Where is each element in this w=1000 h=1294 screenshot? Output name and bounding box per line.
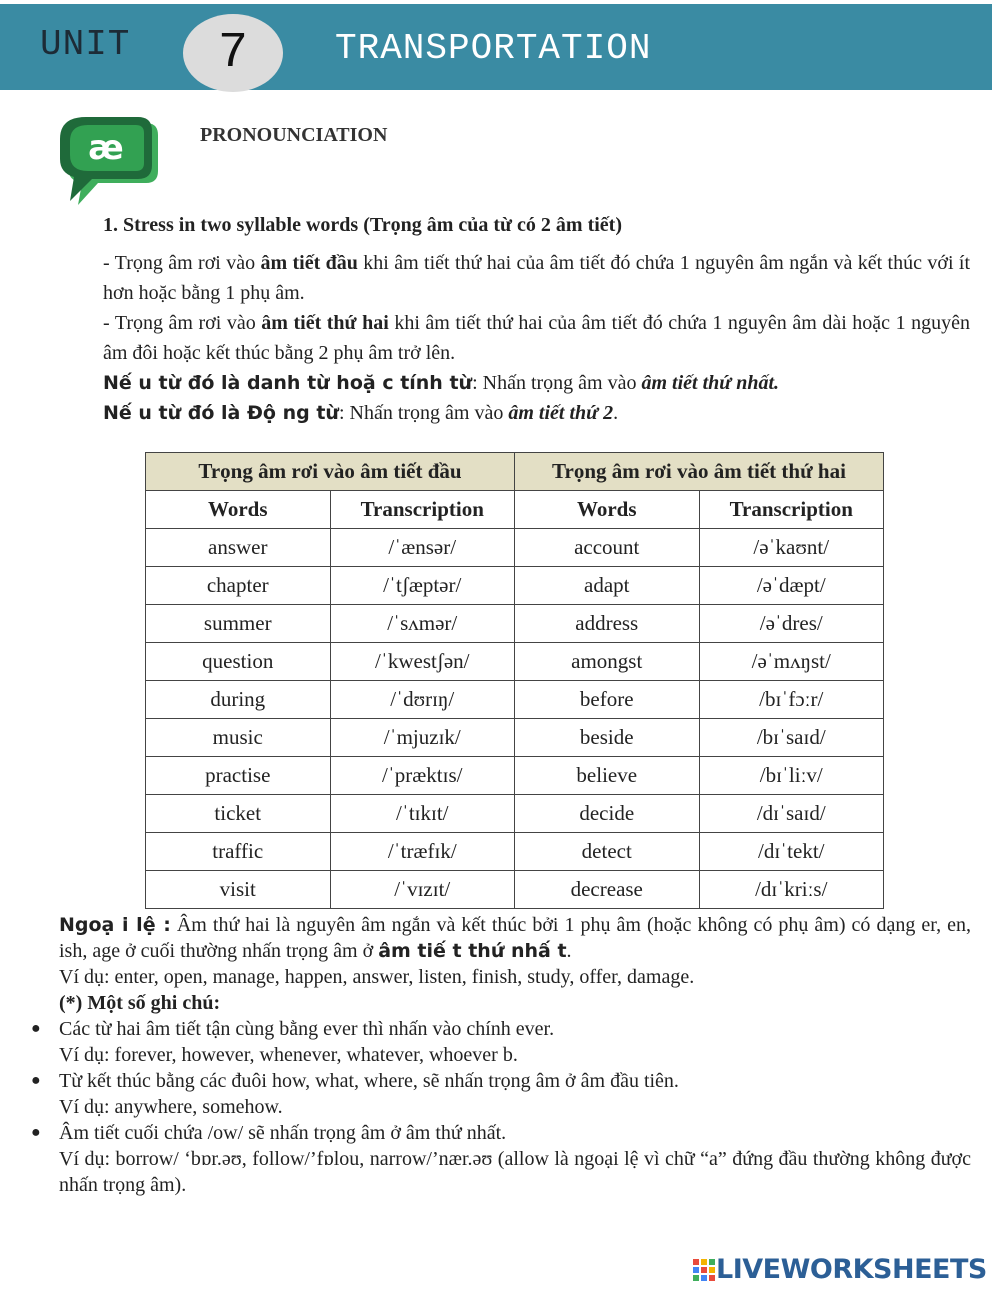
notes-subheading	[59, 990, 971, 1016]
noun-adjective-rule	[103, 368, 970, 398]
list-item	[31, 1068, 971, 1120]
rule-text: - Trọng âm rơi vào	[103, 252, 261, 274]
table-cell: beside	[515, 719, 700, 757]
table-cell: /bɪˈsaɪd/	[699, 719, 884, 757]
table-row	[146, 643, 884, 681]
exception-paragraph	[59, 912, 971, 964]
table-cell: before	[515, 681, 700, 719]
table-cell: practise	[146, 757, 331, 795]
rule-emphasis: âm tiết thứ hai	[261, 312, 389, 334]
unit-number: 7	[217, 24, 248, 82]
notes-subheading-text: (*) Một số ghi chú:	[59, 992, 221, 1014]
exception-example: Ví dụ: enter, open, manage, happen, answer, listen, finish, study, offer, damage.	[59, 966, 695, 988]
rule-label: Nế u từ đó là Độ ng từ	[103, 402, 339, 424]
exception-text: Âm thứ hai là nguyên âm ngắn và kết thúc bởi 1 phụ âm (hoặc không có phụ âm) có dạng er, en, ish, age ở cuối thường nhấn trọng âm ở	[59, 914, 972, 962]
rules-block	[103, 210, 970, 428]
rule-emphasis: âm tiết thứ 2	[508, 402, 614, 424]
rule-text: : Nhấn trọng âm vào	[472, 372, 642, 394]
table-cell: /ˈtræfɪk/	[330, 833, 515, 871]
table-cell: visit	[146, 871, 331, 909]
table-row	[146, 681, 884, 719]
rule-text: khi âm tiết thứ hai của âm tiết đó chứa 1 nguyên âm ngắn và kết thúc với ít hơn hoặc bằng 1 phụ âm.	[103, 252, 970, 304]
bullet-icon: ●	[31, 1072, 41, 1089]
note-example: Ví dụ: borrow/ ‘bɒr.əʊ, follow/’fɒlou, narrow/’nær.əʊ (allow là ngoại lệ vì chữ “a” đứng đầu thường không được nhấn trọng âm).	[59, 1148, 971, 1196]
note-line: Âm tiết cuối chứa /ow/ sẽ nhấn trọng âm ở âm thứ nhất.	[59, 1122, 507, 1144]
rule-second-syllable	[103, 308, 970, 368]
column-header: Transcription	[699, 491, 884, 529]
rule-heading: 1. Stress in two syllable words (Trọng âm của từ có 2 âm tiết)	[103, 214, 622, 236]
table-row	[146, 567, 884, 605]
table-cell: /ˈtʃæptər/	[330, 567, 515, 605]
note-example: Ví dụ: forever, however, whenever, whatever, whoever b.	[59, 1044, 518, 1066]
table-cell: /ˈpræktɪs/	[330, 757, 515, 795]
table-cell: /dɪˈsaɪd/	[699, 795, 884, 833]
table-cell: summer	[146, 605, 331, 643]
table-cell: believe	[515, 757, 700, 795]
table-cell: question	[146, 643, 331, 681]
rule-text: .	[613, 402, 619, 424]
table-cell: chapter	[146, 567, 331, 605]
table-cell: music	[146, 719, 331, 757]
rule-first-syllable	[103, 248, 970, 308]
column-header: Transcription	[330, 491, 515, 529]
column-header: Words	[515, 491, 700, 529]
verb-rule	[103, 398, 970, 428]
table-row	[146, 833, 884, 871]
note-line: Từ kết thúc bằng các đuôi how, what, where, sẽ nhấn trọng âm ở âm đầu tiên.	[59, 1070, 679, 1092]
rule-label: Nế u từ đó là danh từ hoặ c tính từ	[103, 372, 473, 394]
table-cell: detect	[515, 833, 700, 871]
group-header-first: Trọng âm rơi vào âm tiết đầu	[146, 453, 515, 491]
table-cell: amongst	[515, 643, 700, 681]
table-cell: /bɪˈliːv/	[699, 757, 884, 795]
unit-label: UNIT	[40, 24, 131, 65]
rule-text: : Nhấn trọng âm vào	[338, 402, 509, 424]
unit-number-badge	[183, 14, 283, 92]
table-cell: /dɪˈtekt/	[699, 833, 884, 871]
table-row	[146, 605, 884, 643]
table-cell: account	[515, 529, 700, 567]
table-cell: /əˈdæpt/	[699, 567, 884, 605]
table-cell: /ˈkwestʃən/	[330, 643, 515, 681]
table-cell: /bɪˈfɔːr/	[699, 681, 884, 719]
exception-text: .	[566, 940, 572, 962]
table-cell: /ˈsʌmər/	[330, 605, 515, 643]
section-title: PRONOUNCIATION	[200, 124, 388, 146]
rule-text: khi âm tiết thứ hai của âm tiết đó chứa 1 nguyên âm dài hoặc 1 nguyên âm đôi hoặc kết thúc bằng 2 phụ âm trở lên.	[103, 312, 970, 364]
notes-list	[31, 1016, 971, 1198]
table-row	[146, 529, 884, 567]
table-cell: decrease	[515, 871, 700, 909]
table-cell: /əˈdres/	[699, 605, 884, 643]
table-cell: /ˈdʊrɪŋ/	[330, 681, 515, 719]
table-cell: decide	[515, 795, 700, 833]
rule-text: - Trọng âm rơi vào	[103, 312, 262, 334]
table-cell: /ˈænsər/	[330, 529, 515, 567]
table-cell: during	[146, 681, 331, 719]
table-cell: /ˈtɪkɪt/	[330, 795, 515, 833]
notes-block	[31, 912, 972, 1198]
exception-emphasis: âm tiế t thứ nhấ t	[378, 940, 567, 962]
table-row	[146, 795, 884, 833]
unit-banner	[0, 4, 992, 90]
table-cell: address	[515, 605, 700, 643]
bullet-icon: ●	[31, 1020, 41, 1037]
brand-name: LIVEWORKSHEETS	[716, 1254, 987, 1285]
table-cell: /dɪˈkriːs/	[699, 871, 884, 909]
list-item	[31, 1016, 971, 1068]
unit-title: TRANSPORTATION	[335, 28, 652, 69]
table-row	[146, 871, 884, 909]
speech-bubble-icon	[58, 115, 160, 209]
table-cell: adapt	[515, 567, 700, 605]
table-row	[146, 719, 884, 757]
table-cell: /ˈvɪzɪt/	[330, 871, 515, 909]
logo-glyph: æ	[88, 128, 124, 168]
table-cell: /əˈmʌŋst/	[699, 643, 884, 681]
table-cell: answer	[146, 529, 331, 567]
stress-table	[145, 452, 884, 909]
liveworksheets-logo-icon	[692, 1258, 716, 1282]
rule-emphasis: âm tiết thứ nhất.	[641, 372, 780, 394]
group-header-second: Trọng âm rơi vào âm tiết thứ hai	[515, 453, 884, 491]
note-example: Ví dụ: anywhere, somehow.	[59, 1096, 283, 1118]
table-cell: ticket	[146, 795, 331, 833]
liveworksheets-logo[interactable]	[692, 1254, 987, 1285]
bullet-icon: ●	[31, 1124, 41, 1141]
list-item	[31, 1120, 971, 1198]
rule-emphasis: âm tiết đầu	[260, 252, 358, 274]
table-cell: /ˈmjuzɪk/	[330, 719, 515, 757]
note-line: Các từ hai âm tiết tận cùng bằng ever thì nhấn vào chính ever.	[59, 1018, 555, 1040]
table-row	[146, 757, 884, 795]
table-cell: traffic	[146, 833, 331, 871]
column-header: Words	[146, 491, 331, 529]
table-cell: /əˈkaʊnt/	[699, 529, 884, 567]
exception-label: Ngoạ i lệ :	[59, 914, 171, 936]
